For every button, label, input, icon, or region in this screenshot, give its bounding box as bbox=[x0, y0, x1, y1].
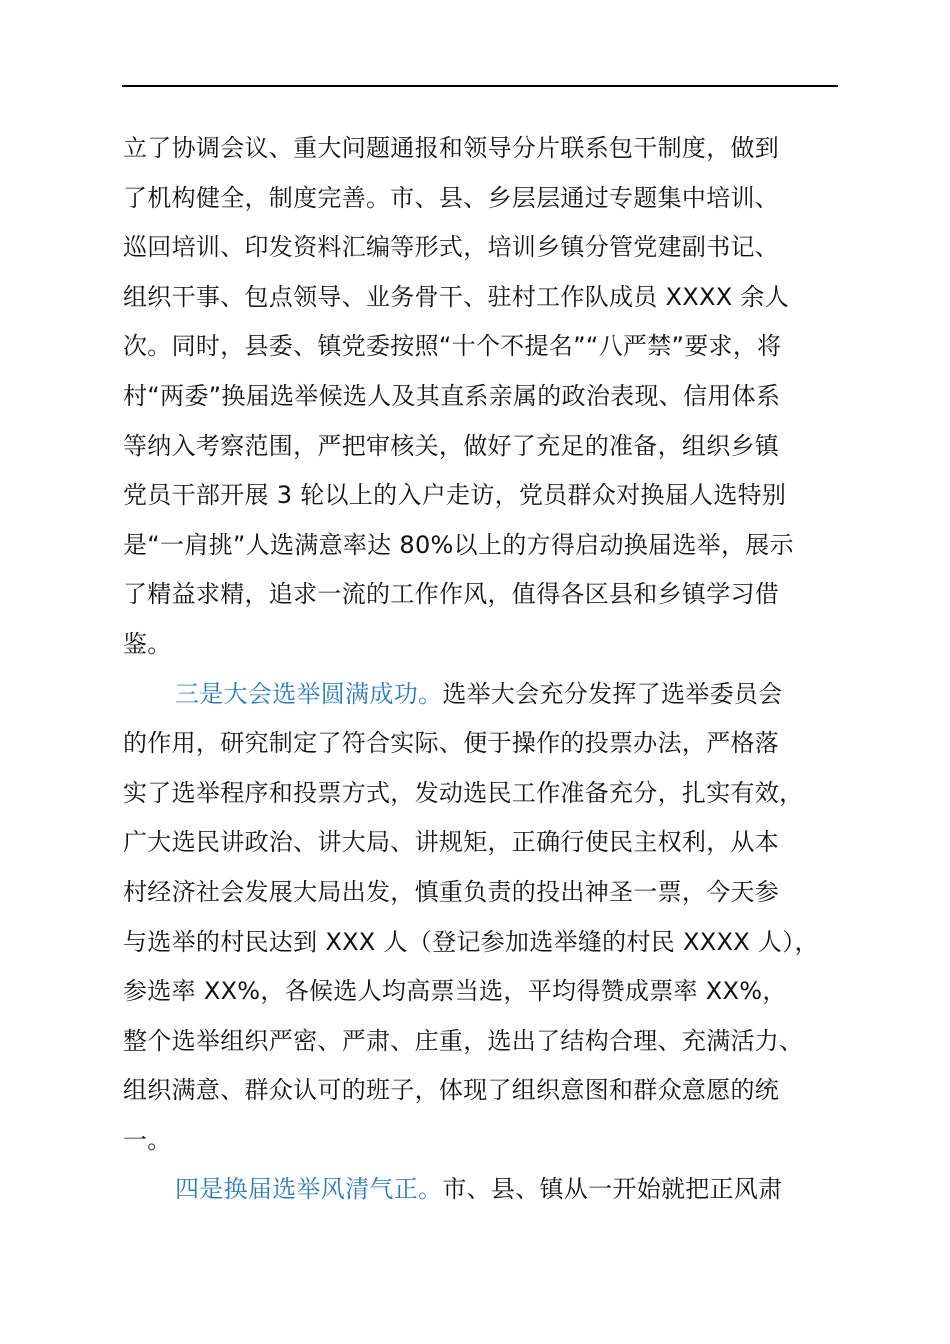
text-line: 等纳入考察范围，严把审核关，做好了充足的准备，组织乡镇 bbox=[123, 431, 780, 460]
text-line: 与选举的村民达到 XXX 人（登记参加选举缝的村民 XXXX 人）， bbox=[123, 927, 819, 956]
text-line: 实了选举程序和投票方式，发动选民工作准备充分，扎实有效， bbox=[123, 778, 804, 807]
text-line: 鉴。 bbox=[123, 629, 172, 658]
text-line: 党员干部开展 3 轮以上的入户走访，党员群众对换届人选特别 bbox=[123, 481, 787, 510]
text-line: 的作用，研究制定了符合实际、便于操作的投票办法，严格落 bbox=[123, 729, 780, 758]
text-line: 了精益求精，追求一流的工作作风，值得各区县和乡镇学习借 bbox=[123, 580, 780, 609]
text-span: 选举大会充分发挥了选举委员会 bbox=[442, 679, 783, 708]
text-line: 一。 bbox=[123, 1125, 172, 1154]
text-line: 了机构健全，制度完善。市、县、乡层层通过专题集中培训、 bbox=[123, 183, 780, 212]
text-line: 次。同时，县委、镇党委按照“十个不提名”“八严禁”要求，将 bbox=[123, 332, 782, 361]
section-heading: 三是大会选举圆满成功。 bbox=[175, 679, 443, 708]
paragraph-2 bbox=[123, 670, 859, 1166]
text-line: 组织满意、群众认可的班子，体现了组织意图和群众意愿的统 bbox=[123, 1076, 780, 1105]
paragraph-1 bbox=[123, 124, 859, 670]
text-line: 村“两委”换届选举候选人及其直系亲属的政治表现、信用体系 bbox=[123, 381, 781, 410]
paragraph-first-line bbox=[123, 670, 859, 720]
text-line: 组织干事、包点领导、业务骨干、驻村工作队成员 XXXX 余人 bbox=[123, 282, 790, 311]
text-line: 巡回培训、印发资料汇编等形式，培训乡镇分管党建副书记、 bbox=[123, 233, 780, 262]
text-line: 村经济社会发展大局出发，慎重负责的投出神圣一票，今天参 bbox=[123, 877, 780, 906]
text-line: 参选率 XX%，各候选人均高票当选，平均得赞成票率 XX%， bbox=[123, 977, 787, 1006]
section-heading: 四是换届选举风清气正。 bbox=[175, 1175, 443, 1204]
text-line: 是“一肩挑”人选满意率达 80%以上的方得启动换届选举，展示 bbox=[123, 530, 794, 559]
text-line: 立了协调会议、重大问题通报和领导分片联系包干制度，做到 bbox=[123, 134, 780, 162]
header-rule bbox=[122, 85, 838, 87]
text-line: 整个选举组织严密、严肃、庄重，选出了结构合理、充满活力、 bbox=[123, 1026, 804, 1055]
document-body bbox=[123, 124, 859, 1215]
text-span: 市、县、镇从一开始就把正风肃 bbox=[442, 1175, 783, 1204]
text-line: 广大选民讲政治、讲大局、讲规矩，正确行使民主权利，从本 bbox=[123, 828, 780, 857]
paragraph-3 bbox=[123, 1165, 859, 1215]
paragraph-first-line bbox=[123, 1165, 859, 1215]
